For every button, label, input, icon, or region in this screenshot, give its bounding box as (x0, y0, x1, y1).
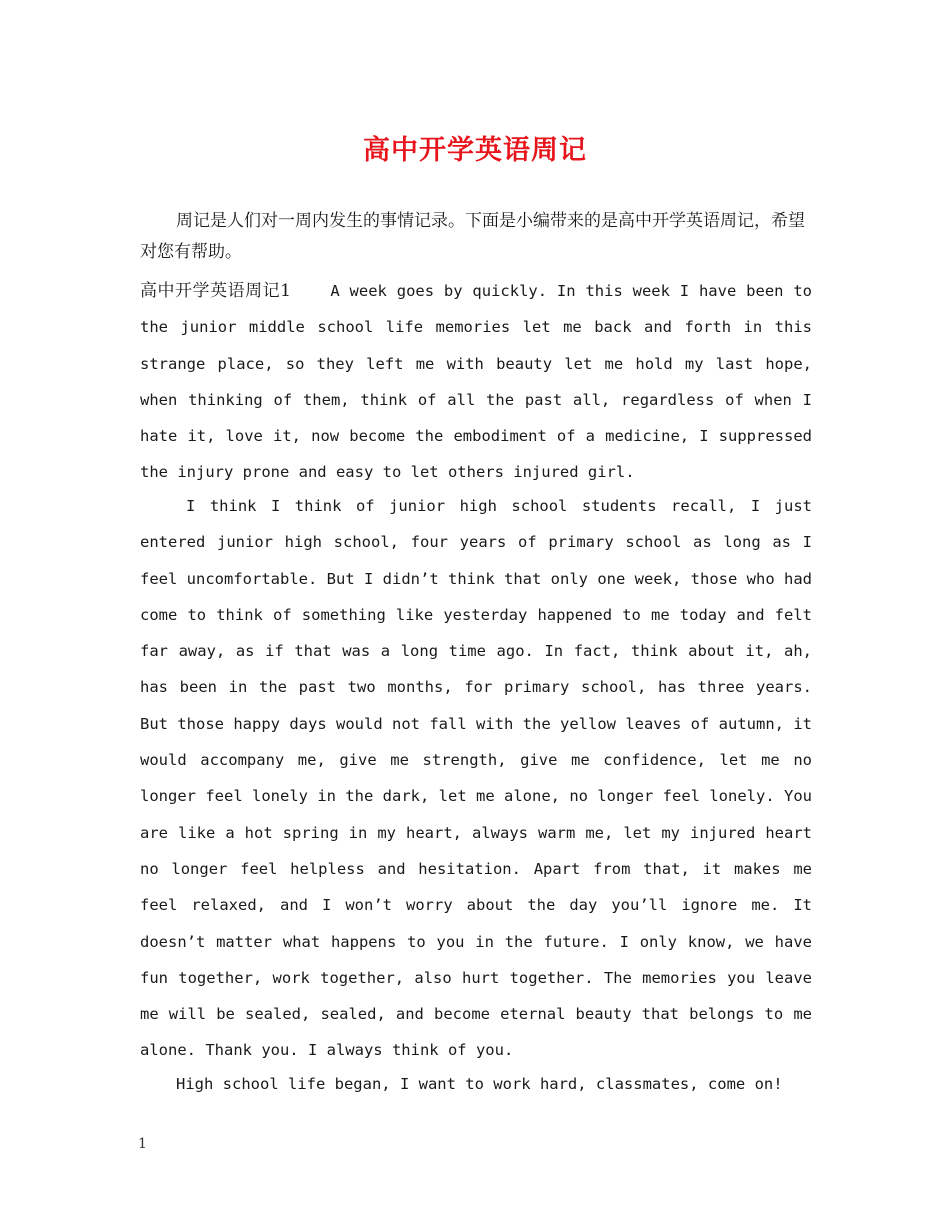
paragraph-1 (140, 273, 812, 491)
paragraph-3: High school life began, I want to work hard, classmates, come on! (176, 1075, 783, 1093)
document-title: 高中开学英语周记 (363, 135, 587, 166)
paragraph-2: I think I think of junior high school students recall, I just entered junior high school, four years of primary school as long as I feel uncomfortable. But I didn’t think that only one week, those who had come to think of something like yesterday happened to me today and felt far away, as if that was a long time ago. In fact, think about it, ah, has been in the past two months, for primary school, has three years. But those happy days would not fall with the yellow leaves of autumn, it would accompany me, give me strength, give me confidence, let me no longer feel lonely in the dark, let me alone, no longer feel lonely. You are like a hot spring in my heart, always warm me, let my injured heart no longer feel helpless and hesitation. Apart from that, it makes me feel relaxed, and I won’t worry about the day you’ll ignore me. It doesn’t matter what happens to you in the future. I only know, we have fun together, work together, also hurt together. The memories you leave me will be sealed, sealed, and become eternal beauty that belongs to me alone. Thank you. I always think of you. (140, 497, 812, 1060)
entry-heading: 高中开学英语周记1 (140, 281, 291, 301)
paragraph-1-text: A week goes by quickly. In this week I have been to the junior middle school life memories let me back and forth in this strange place, so they left me with beauty let me hold my last hope, when thinking of them, think of all the past all, regardless of when I hate it, love it, now become the embodiment of a medicine, I suppressed the injury prone and easy to let others injured girl. (140, 282, 812, 482)
intro-paragraph: 周记是人们对一周内发生的事情记录。下面是小编带来的是高中开学英语周记，希望对您有帮助。 (140, 211, 805, 262)
page-number: 1 (138, 1136, 147, 1152)
